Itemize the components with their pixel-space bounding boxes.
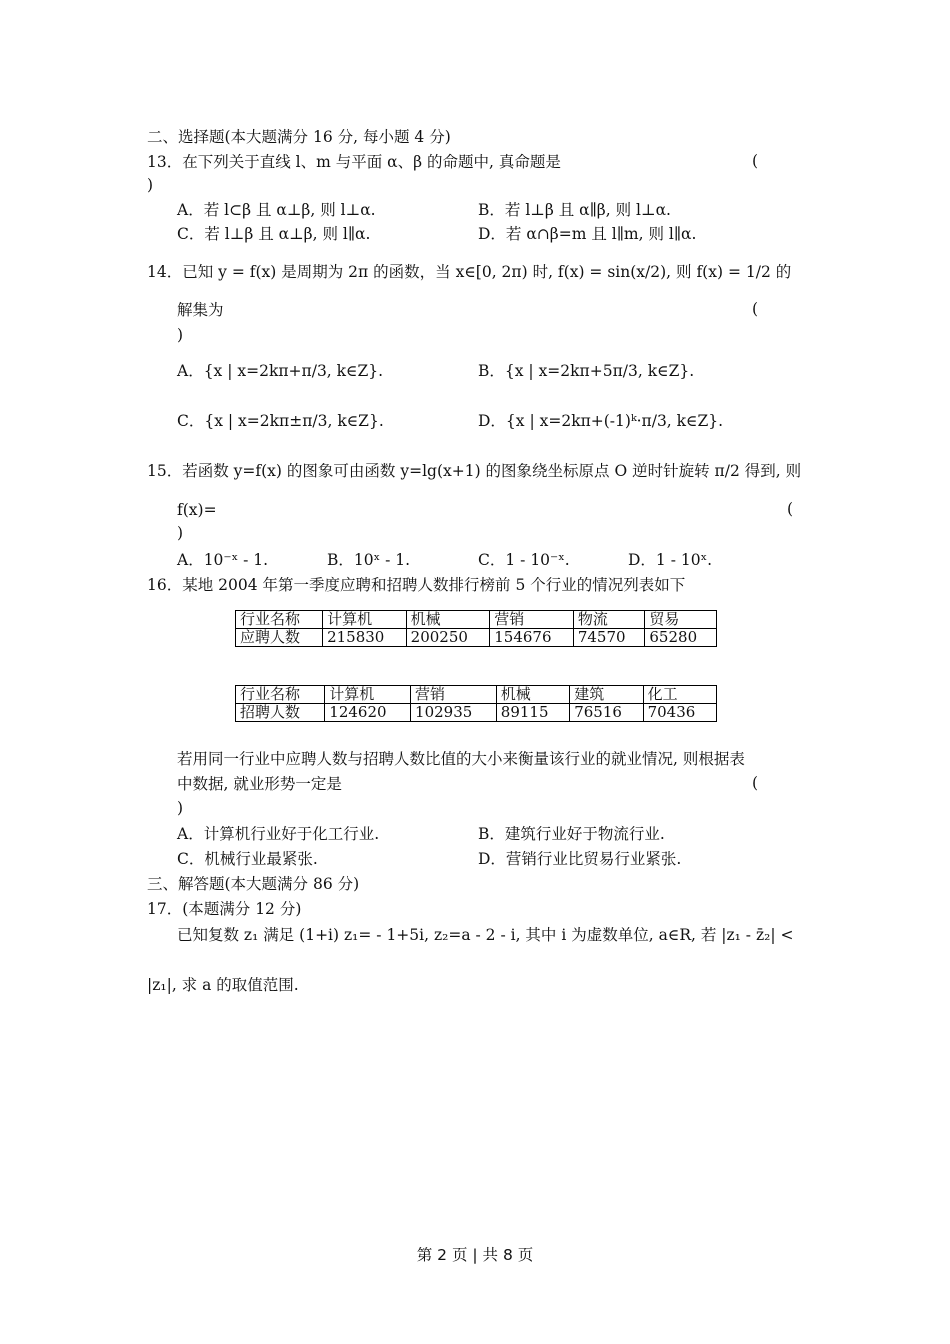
hiring-table bbox=[235, 685, 717, 722]
q16-paren-close: ) bbox=[177, 799, 184, 817]
table-cell: 124620 bbox=[325, 704, 411, 722]
q16-stem: 16．某地 2004 年第一季度应聘和招聘人数排行榜前 5 个行业的情况列表如下 bbox=[147, 576, 686, 594]
q14-option-d: D．{x | x=2kπ+(-1)ᵏ·π/3, k∈Z}. bbox=[478, 412, 724, 430]
q14-option-b: B．{x | x=2kπ+5π/3, k∈Z}. bbox=[478, 362, 695, 380]
q17-stem: 17．(本题满分 12 分) bbox=[147, 900, 302, 918]
table-cell: 计算机 bbox=[325, 686, 411, 704]
q13-option-a: A．若 l⊂β 且 α⊥β, 则 l⊥α. bbox=[177, 201, 376, 219]
table-row bbox=[236, 629, 717, 647]
table-cell: 行业名称 bbox=[236, 686, 325, 704]
table-cell: 机械 bbox=[496, 686, 569, 704]
q15-option-a: A．10⁻ˣ - 1. bbox=[177, 551, 269, 569]
q13-paren-open: ( bbox=[752, 152, 759, 170]
q14-paren-open: ( bbox=[752, 300, 759, 318]
q14-paren-close: ) bbox=[177, 326, 184, 344]
q17-text-line1: 已知复数 z₁ 满足 (1+i) z₁= - 1+5i, z₂=a - 2 - i, 其中 i 为虚数单位, a∈R, 若 |z₁ - z̄₂| < bbox=[177, 926, 794, 944]
table-cell: 76516 bbox=[570, 704, 643, 722]
q13-stem: 13．在下列关于直线 l、m 与平面 α、β 的命题中, 真命题是 bbox=[147, 153, 561, 171]
q15-option-b: B．10ˣ - 1. bbox=[327, 551, 411, 569]
q14-stem: 14．已知 y = f(x) 是周期为 2π 的函数，当 x∈[0, 2π) 时, f(x) = sin(x/2), 则 f(x) = 1/2 的 bbox=[147, 263, 792, 281]
q13-option-c: C．若 l⊥β 且 α⊥β, 则 l∥α. bbox=[177, 225, 371, 243]
q15-stem-line2: f(x)= bbox=[177, 501, 217, 519]
q15-paren-close: ) bbox=[177, 524, 184, 542]
table-cell: 营销 bbox=[490, 611, 574, 629]
q14-option-c: C．{x | x=2kπ±π/3, k∈Z}. bbox=[177, 412, 384, 430]
section-title-answer: 三、解答题(本大题满分 86 分) bbox=[147, 875, 360, 893]
q15-paren-open: ( bbox=[787, 500, 794, 518]
table-cell: 计算机 bbox=[323, 611, 407, 629]
table-cell: 200250 bbox=[406, 629, 490, 647]
q16-text-line1: 若用同一行业中应聘人数与招聘人数比值的大小来衡量该行业的就业情况, 则根据表 bbox=[177, 750, 745, 768]
page-footer: 第 2 页 | 共 8 页 bbox=[416, 1246, 534, 1264]
q16-option-c: C．机械行业最紧张. bbox=[177, 850, 318, 868]
table-row bbox=[236, 611, 717, 629]
q17-text-line2: |z₁|, 求 a 的取值范围. bbox=[147, 976, 299, 994]
q13-option-b: B．若 l⊥β 且 α∥β, 则 l⊥α. bbox=[478, 201, 671, 219]
q16-option-b: B．建筑行业好于物流行业. bbox=[478, 825, 665, 843]
table-cell: 物流 bbox=[573, 611, 645, 629]
q16-paren-open: ( bbox=[752, 774, 759, 792]
table-cell: 贸易 bbox=[645, 611, 717, 629]
table-cell: 215830 bbox=[323, 629, 407, 647]
q14-option-a: A．{x | x=2kπ+π/3, k∈Z}. bbox=[177, 362, 384, 380]
q13-paren-close: ) bbox=[147, 176, 154, 194]
table-cell: 应聘人数 bbox=[236, 629, 323, 647]
table-cell: 营销 bbox=[411, 686, 497, 704]
q15-option-c: C．1 - 10⁻ˣ. bbox=[478, 551, 570, 569]
table-cell: 招聘人数 bbox=[236, 704, 325, 722]
table-cell: 154676 bbox=[490, 629, 574, 647]
applicants-table bbox=[235, 610, 717, 647]
table-cell: 70436 bbox=[643, 704, 716, 722]
table-cell: 行业名称 bbox=[236, 611, 323, 629]
q16-text-line2: 中数据, 就业形势一定是 bbox=[177, 775, 342, 793]
table-cell: 102935 bbox=[411, 704, 497, 722]
q14-stem-line2: 解集为 bbox=[177, 301, 224, 319]
q16-option-d: D．营销行业比贸易行业紧张. bbox=[478, 850, 682, 868]
table-cell: 74570 bbox=[573, 629, 645, 647]
table-cell: 65280 bbox=[645, 629, 717, 647]
table-row bbox=[236, 686, 717, 704]
table-cell: 建筑 bbox=[570, 686, 643, 704]
table-cell: 化工 bbox=[643, 686, 716, 704]
section-title-choice: 二、选择题(本大题满分 16 分, 每小题 4 分) bbox=[147, 128, 451, 146]
table-cell: 机械 bbox=[406, 611, 490, 629]
table-row bbox=[236, 704, 717, 722]
q13-option-d: D．若 α∩β=m 且 l∥m, 则 l∥α. bbox=[478, 225, 697, 243]
q15-stem: 15．若函数 y=f(x) 的图象可由函数 y=lg(x+1) 的图象绕坐标原点 O 逆时针旋转 π/2 得到, 则 bbox=[147, 462, 802, 480]
table-cell: 89115 bbox=[496, 704, 569, 722]
q15-option-d: D．1 - 10ˣ. bbox=[628, 551, 713, 569]
q16-option-a: A．计算机行业好于化工行业. bbox=[177, 825, 380, 843]
